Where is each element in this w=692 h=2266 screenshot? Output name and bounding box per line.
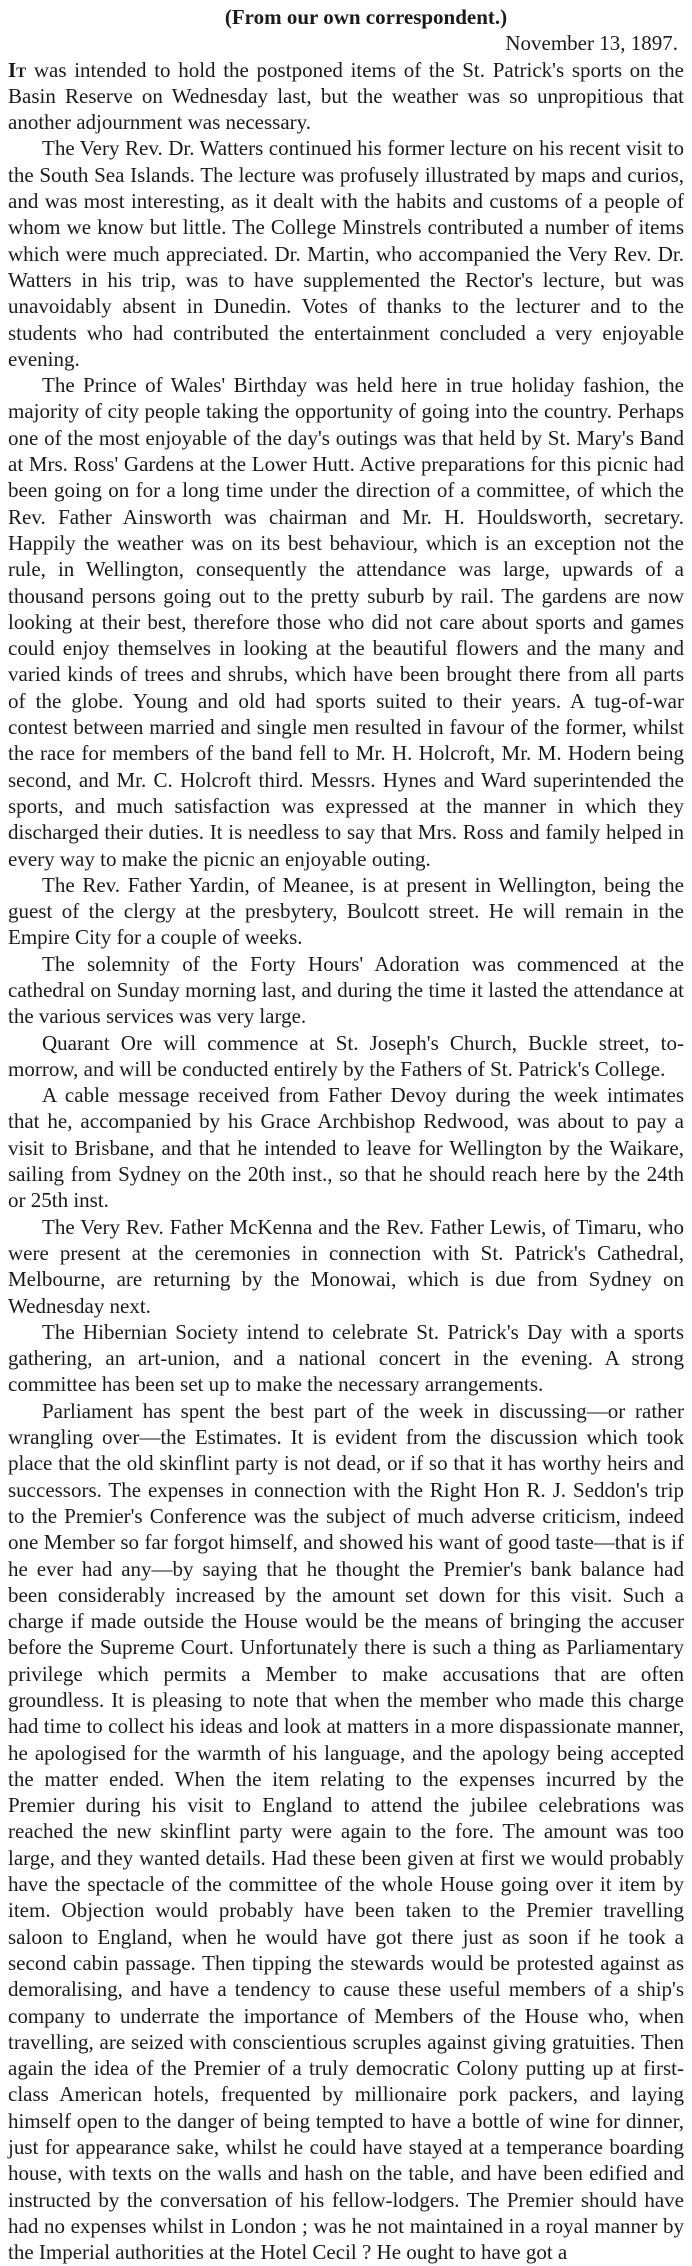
paragraph-hibernian-society: The Hibernian Society intend to celebrate St. Patrick's Day with a sports gathering, an art-union, and a national concert in the evening. A strong committee has been set up to make the necessary arrangements. bbox=[8, 1319, 684, 1397]
paragraph-parliament: Parliament has spent the best part of the week in discussing—or rather wrangling over—the Estimates. It is evident from the discussion which took place that the old skinflint party is not dead, or if so that it has worthy heirs and successors. The expenses in connection with the Right Hon R. J. Seddon's trip to the Premier's Conference was the subject of much adverse criticism, indeed one Member so far forgot himself, and showed his want of good taste—that is if he ever had any—by saying that he thought the Premier's bank balance had been considerably increased by the amount set down for this visit. Such a charge if made outside the House would be the means of bringing the accuser before the Supreme Court. Unfortunately there is such a thing as Parliamentary privilege which permits a Member to make accusations that are often groundless. It is pleasing to note that when the member who made this charge had time to collect his ideas and look at matters in a more dispassionate manner, he apologised for the warmth of his language, and the apology being accepted the matter ended. When the item relating to the expenses incurred by the Premier during his visit to England to attend the jubilee celebrations was reached the new skinflint party were again to the fore. The amount was too large, and they wanted details. Had these been given at first we would probably have the spectacle of the committee of the whole House going over it item by item. Objection would probably have been taken to the Premier travelling saloon to England, when he would have got there just as soon if he took a second cabin passage. Then tipping the stewards would be protested against as demoralising, and have a tendency to cause these useful members of a ship's company to underrate the importance of Members of the House who, when travelling, are seized with conscientious scruples against giving gratuities. Then again the idea of the Premier of a truly democratic Colony putting up at first-class American hotels, frequented by millionaire pork packers, and laying himself open to the danger of being tempted to have a bottle of wine for dinner, just for appearance sake, whilst he could have stayed at a temperance boarding house, with texts on the walls and hash on the table, and have been edified and instructed by the conversation of his fellow-lodgers. The Premier should have had no expenses whilst in London ; was he not maintained in a royal manner by the Imperial authorities at the Hotel Cecil ? He ought to have got a bbox=[8, 1398, 684, 2265]
paragraph-lecture: The Very Rev. Dr. Watters continued his former lecture on his recent visit to the South Sea Islands. The lecture was profusely illustrated by maps and curios, and was most interesting, as it dealt with the habits and customs of a people of whom we know but little. The College Minstrels contributed a number of items which were much appreciated. Dr. Martin, who accompanied the Very Rev. Dr. Watters in his trip, was to have supplemented the Rector's lecture, but was unavoidably absent in Dunedin. Votes of thanks to the lecturer and to the students who had contributed the entertainment concluded a very enjoyable evening. bbox=[8, 136, 684, 371]
paragraph-quarant-ore: Quarant Ore will commence at St. Joseph's Church, Buckle street, to-morrow, and will be conducted entirely by the Fathers of St. Patrick's College. bbox=[8, 1030, 684, 1081]
dateline: November 13, 1897. bbox=[505, 31, 678, 56]
paragraph-sports-postponed bbox=[8, 57, 684, 136]
paragraph-birthday-picnic: The Prince of Wales' Birthday was held here in true holiday fashion, the majority of city people taking the opportunity of going into the country. Perhaps one of the most enjoyable of the day's outings was that held by St. Mary's Band at Mrs. Ross' Gardens at the Lower Hutt. Active preparations for this picnic had been going on for a long time under the direction of a committee, of which the Rev. Father Ainsworth was chairman and Mr. H. Houldsworth, secretary. Happily the weather was on its best behaviour, which is an exception not the rule, in Wellington, consequently the attendance was large, upwards of a thousand persons going out to the pretty suburb by rail. The gardens are now looking at their best, therefore those who did not care about sports and games could enjoy themselves in looking at the beautiful flowers and the many and varied kinds of trees and shrubs, which have been brought there from all parts of the globe. Young and old had sports suited to their years. A tug-of-war contest between married and single men resulted in favour of the former, whilst the race for members of the band fell to Mr. H. Holcroft, Mr. M. Hodern being second, and Mr. C. Holcroft third. Messrs. Hynes and Ward superintended the sports, and much satisfaction was expressed at the manner in which they discharged their duties. It is needless to say that Mrs. Ross and family helped in every way to make the picnic an enjoyable outing. bbox=[8, 373, 684, 871]
paragraph-father-yardin: The Rev. Father Yardin, of Meanee, is at present in Wellington, being the guest of the clergy at the presbytery, Boulcott street. He will remain in the Empire City for a couple of weeks. bbox=[8, 872, 684, 950]
paragraph-forty-hours: The solemnity of the Forty Hours' Adoration was commenced at the cathedral on Sunday morning last, and during the time it lasted the attendance at the various services was very large. bbox=[8, 951, 684, 1029]
paragraph-text: was intended to hold the postponed items of the St. Patrick's sports on the Basin Reserve on Wednesday last, but the weather was so unpropitious that another adjournment was necessary. bbox=[8, 57, 684, 135]
lead-word: It bbox=[8, 57, 27, 82]
paragraph-timaru-clergy: The Very Rev. Father McKenna and the Rev. Father Lewis, of Timaru, who were present at the ceremonies in connection with St. Patrick's Cathedral, Melbourne, are returning by the Monowai, which is due from Sydney on Wednesday next. bbox=[8, 1214, 684, 1318]
paragraph-cable-message: A cable message received from Father Devoy during the week intimates that he, accompanied by his Grace Archbishop Redwood, was about to pay a visit to Brisbane, and that he intended to leave for Wellington by the Waikare, sailing from Sydney on the 20th inst., so that he should reach here by the 24th or 25th inst. bbox=[8, 1083, 684, 1213]
source-line: (From our own correspondent.) bbox=[224, 5, 508, 29]
